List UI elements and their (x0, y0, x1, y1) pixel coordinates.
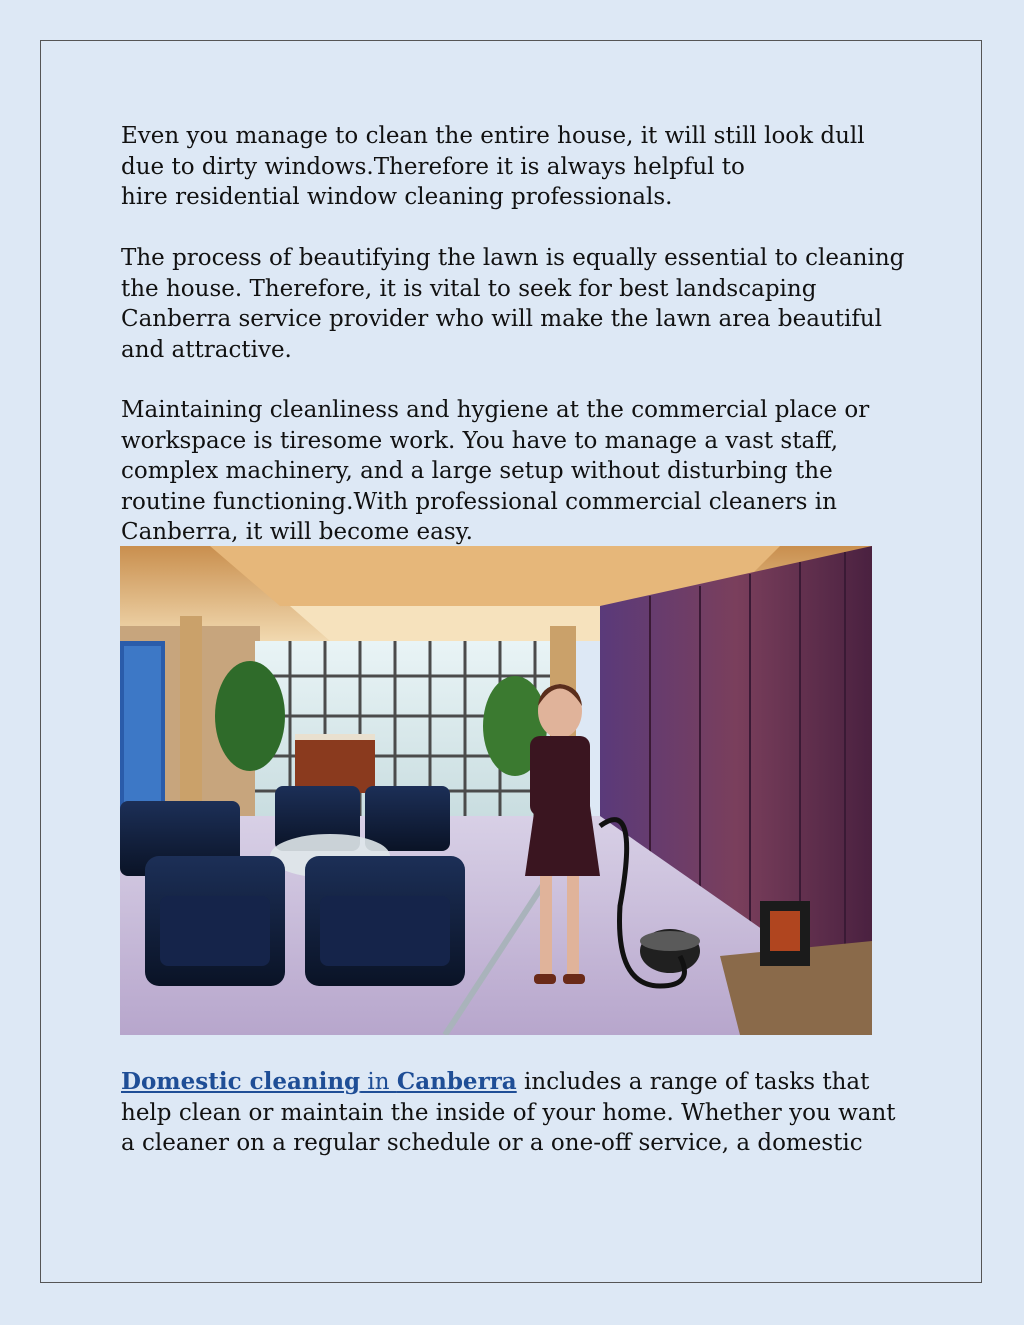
text-line: Canberra service provider who will make the lawn area beautiful (121, 306, 883, 332)
text-line: workspace is tiresome work. You have to manage a vast staff, (121, 427, 839, 454)
link-text: Canberra (396, 1068, 517, 1095)
link-text: Domestic cleaning (121, 1068, 361, 1095)
text-fragment: includes a range of tasks that (516, 1069, 870, 1095)
text-line: routine functioning.With professional commercial cleaners in (121, 488, 837, 515)
text-line: Even you manage to clean the entire house, it will still look dull (121, 123, 865, 149)
domestic-cleaning-link[interactable] (121, 1068, 517, 1095)
text-line: Canberra, it will become easy. (121, 519, 473, 545)
text-line: Maintaining cleanliness and hygiene at the commercial place or (121, 397, 870, 423)
link-text: in (360, 1069, 397, 1095)
text-line: the house. Therefore, it is vital to seek for best landscaping (121, 275, 817, 302)
paragraph-landscaping (121, 243, 921, 365)
text-line: due to dirty windows.Therefore it is always helpful to (121, 153, 745, 180)
text-line: and attractive. (121, 336, 292, 363)
text-line: complex machinery, and a large setup without disturbing the (121, 458, 833, 484)
office-cleaning-photo (120, 546, 872, 1035)
text-line (121, 1067, 921, 1098)
text-line: help clean or maintain the inside of your home. Whether you want (121, 1099, 896, 1126)
paragraph-window-cleaning (121, 121, 921, 213)
paragraph-domestic-cleaning (121, 1067, 921, 1159)
text-line: The process of beautifying the lawn is equally essential to cleaning (121, 245, 905, 271)
text-line: a cleaner on a regular schedule or a one-off service, a domestic (121, 1130, 863, 1156)
paragraph-commercial-cleaning (121, 395, 921, 548)
text-line: hire residential window cleaning professionals. (121, 184, 673, 210)
